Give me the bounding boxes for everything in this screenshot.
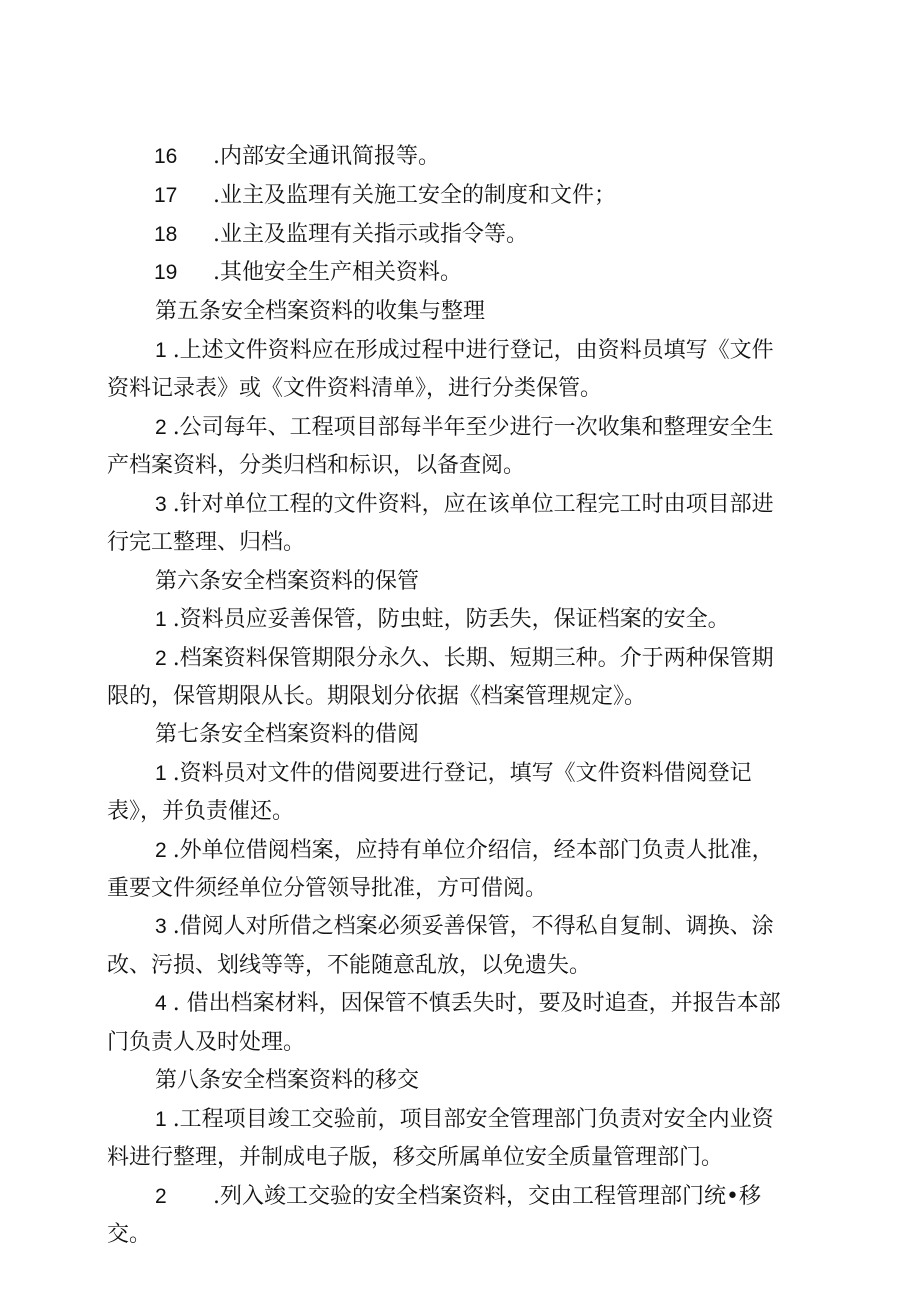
- clause-number: 1: [155, 608, 167, 631]
- clause-text: .公司每年、工程项目部每半年至少进行一次收集和整理安全生: [172, 415, 774, 440]
- clause-text: . 借出档案材料，因保管不慎丢失时，要及时追查，并报告本部: [172, 991, 781, 1016]
- section-heading: 第七条安全档案资料的借阅: [155, 722, 420, 747]
- clause-text: .资料员应妥善保管，防虫蛀，防丢失，保证档案的安全。: [172, 607, 730, 632]
- item-number: 17: [154, 184, 178, 207]
- clause-number: 1: [155, 339, 167, 362]
- clause-text: .资料员对文件的借阅要进行登记，填写《文件资料借阅登记: [172, 761, 752, 786]
- clause-text: .上述文件资料应在形成过程中进行登记，由资料员填写《文件: [172, 338, 774, 363]
- clause-text: .外单位借阅档案，应持有单位介绍信，经本部门负责人批准，: [172, 838, 774, 863]
- clause-number: 3: [155, 915, 167, 938]
- item-number: 16: [154, 145, 178, 168]
- clause-continuation: 交。: [107, 1222, 152, 1247]
- clause-continuation: 限的，保管期限从长。期限划分依据《档案管理规定》。: [107, 684, 647, 709]
- section-heading: 第八条安全档案资料的移交: [155, 1068, 420, 1093]
- item-text: .其他安全生产相关资料。: [213, 260, 462, 285]
- clause-number: 2: [155, 416, 167, 439]
- clause-line: [155, 1101, 774, 1139]
- clause-number: 2: [155, 647, 167, 670]
- clause-number: 3: [155, 493, 167, 516]
- item-number: 19: [154, 261, 178, 284]
- clause-number: 2: [155, 839, 167, 862]
- item-text: .业主及监理有关施工安全的制度和文件；: [213, 183, 616, 208]
- clause-continuation: 料进行整理，并制成电子版，移交所属单位安全质量管理部门。: [107, 1145, 724, 1170]
- clause-continuation: 门负责人及时处理。: [107, 1030, 306, 1055]
- clause-line: [155, 640, 774, 678]
- clause-line: [155, 755, 752, 793]
- clause-continuation: 表》，并负责催还。: [107, 799, 295, 824]
- section-heading: 第六条安全档案资料的保管: [155, 569, 420, 594]
- clause-text: .档案资料保管期限分永久、长期、短期三种。介于两种保管期: [172, 646, 774, 671]
- clause-line: [155, 332, 774, 370]
- clause-text: .工程项目竣工交验前，项目部安全管理部门负责对安全内业资: [172, 1107, 774, 1132]
- clause-continuation: 重要文件须经单位分管领导批准，方可借阅。: [107, 876, 548, 901]
- clause-continuation: 产档案资料，分类归档和标识，以备查阅。: [107, 453, 526, 478]
- clause-line: [155, 908, 774, 946]
- section-heading: 第五条安全档案资料的收集与整理: [155, 299, 486, 324]
- clause-line: [155, 486, 774, 524]
- clause-line: [155, 601, 730, 639]
- clause-line: [0, 1178, 920, 1216]
- clause-number: 4: [155, 992, 167, 1015]
- clause-text: .借阅人对所借之档案必须妥善保管，不得私自复制、调换、涂: [172, 914, 774, 939]
- clause-line: [155, 832, 774, 870]
- item-text: .业主及监理有关指示或指令等。: [213, 222, 528, 247]
- clause-line: [155, 985, 781, 1023]
- clause-number: 2: [155, 1185, 167, 1208]
- clause-number: 1: [155, 762, 167, 785]
- clause-number: 1: [155, 1108, 167, 1131]
- clause-continuation: 行完工整理、归档。: [107, 530, 306, 555]
- item-number: 18: [154, 223, 178, 246]
- clause-text: .针对单位工程的文件资料，应在该单位工程完工时由项目部进: [172, 492, 774, 517]
- clause-continuation: 资料记录表》或《文件资料清单》，进行分类保管。: [107, 376, 603, 401]
- clause-line: [155, 409, 774, 447]
- clause-text: .列入竣工交验的安全档案资料，交由工程管理部门统•移: [213, 1184, 761, 1209]
- item-text: .内部安全通讯简报等。: [213, 144, 440, 169]
- clause-continuation: 改、污损、划线等等，不能随意乱放，以免遗失。: [107, 953, 592, 978]
